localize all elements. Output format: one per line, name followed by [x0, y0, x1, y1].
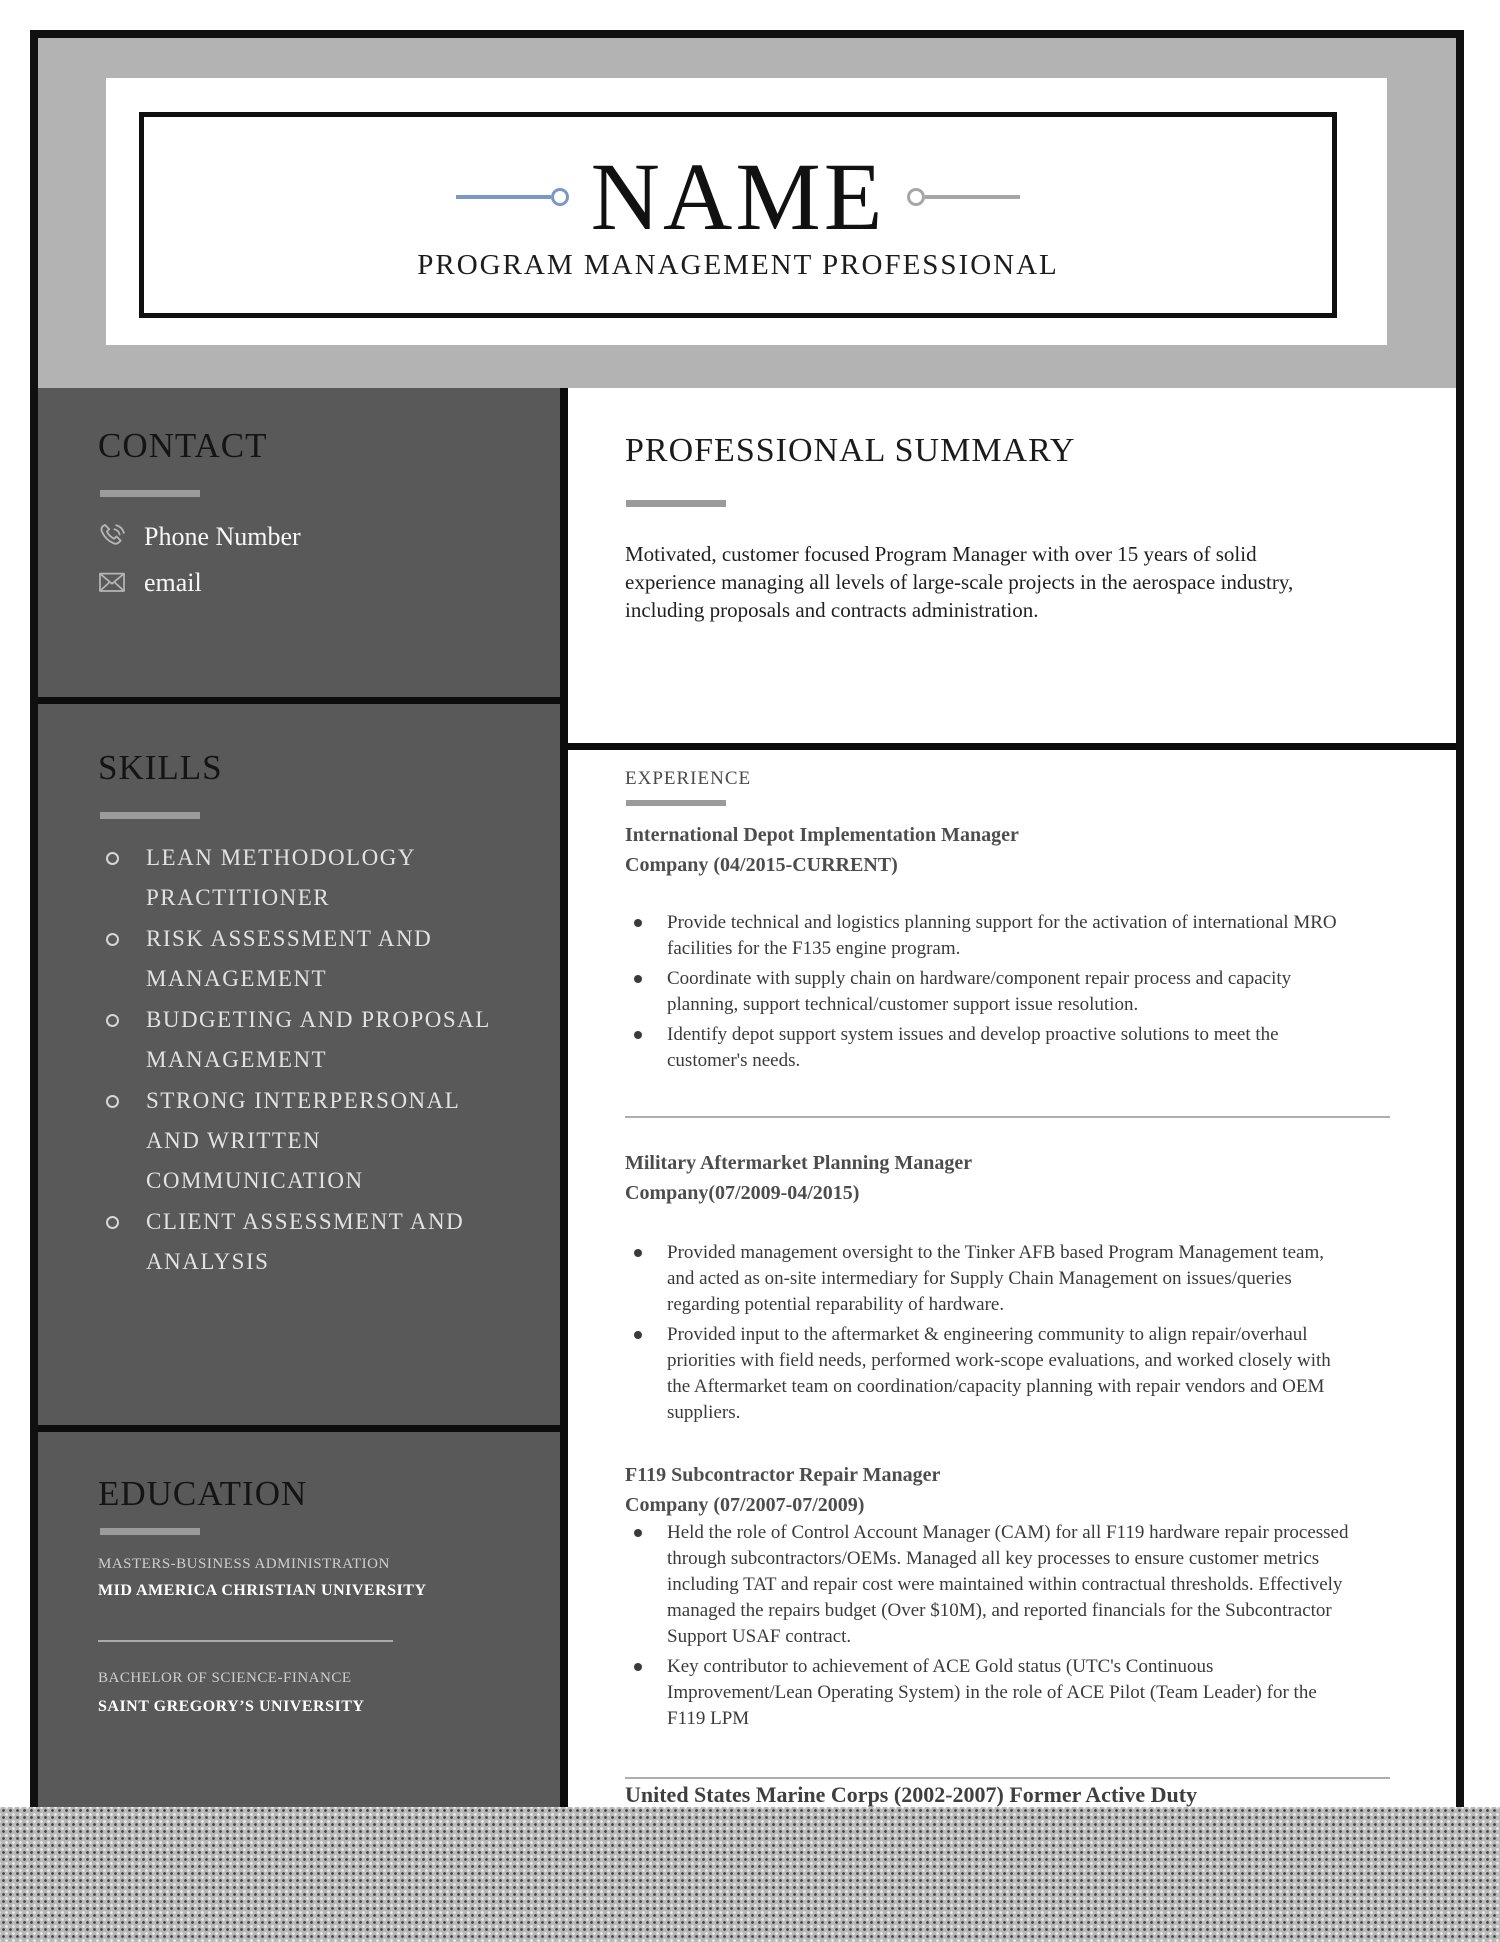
sidebar-divider-2 [38, 1425, 560, 1432]
footer-pattern-band [0, 1807, 1500, 1942]
skill-item: BUDGETING AND PROPOSAL MANAGEMENT [102, 1000, 491, 1080]
header-white-box [106, 78, 1387, 345]
job-title-block [625, 1148, 972, 1208]
skill-item: STRONG INTERPERSONAL AND WRITTEN COMMUNICATION [102, 1081, 491, 1201]
sidebar [38, 388, 560, 1807]
page-border-frame [30, 30, 1464, 1807]
flourish-line-right [925, 195, 1020, 199]
job-bullet: Identify depot support system issues and develop proactive solutions to meet the customer's needs. [625, 1022, 1350, 1074]
person-name: NAME [590, 142, 886, 250]
job-bullet: Provided input to the aftermarket & engineering community to align repair/overhaul priorities with field needs, performed work-scope evaluations, and worked closely with the Aftermarket team on coordination/capacity planning with repair vendors and OEM suppliers. [625, 1322, 1350, 1426]
job-divider [625, 1116, 1390, 1118]
job-title: Military Aftermarket Planning Manager [625, 1152, 973, 1174]
summary-text: Motivated, customer focused Program Manager with over 15 years of solid experience managing all levels of large-scale projects in the aerospace industry, including proposals and contracts administration. [625, 542, 1294, 622]
contact-heading: CONTACT [98, 426, 268, 465]
job-bullet: Coordinate with supply chain on hardware/component repair process and capacity planning, support technical/customer support issue resolution. [625, 966, 1350, 1018]
summary-heading: PROFESSIONAL SUMMARY [625, 432, 1076, 469]
job-title: International Depot Implementation Manager [625, 824, 1019, 846]
skill-item: RISK ASSESSMENT AND MANAGEMENT [102, 919, 491, 999]
name-flourish-right [907, 188, 1020, 206]
person-title: PROGRAM MANAGEMENT PROFESSIONAL [417, 248, 1059, 281]
skill-item: CLIENT ASSESSMENT AND ANALYSIS [102, 1202, 491, 1282]
email-icon [96, 566, 130, 600]
job-bullet: Key contributor to achievement of ACE Gold status (UTC's Continuous Improvement/Lean Operating System) in the role of ACE Pilot (Team Leader) for the F119 LPM [625, 1654, 1350, 1732]
education-heading-rule [100, 1528, 200, 1535]
name-box [139, 112, 1337, 318]
main-column [568, 388, 1456, 1807]
job-company: Company (04/2015-CURRENT) [625, 854, 898, 876]
job-company: Company(07/2009-04/2015) [625, 1182, 860, 1204]
name-row [456, 142, 1021, 250]
job-company: Company (07/2007-07/2009) [625, 1494, 865, 1516]
header-band [38, 38, 1456, 388]
phone-icon [96, 520, 130, 554]
education-school: MID AMERICA CHRISTIAN UNIVERSITY [98, 1582, 427, 1599]
job-title: F119 Subcontractor Repair Manager [625, 1464, 941, 1486]
education-degree: BACHELOR OF SCIENCE-FINANCE [98, 1670, 352, 1686]
job-bullet-list [625, 1240, 1350, 1430]
sidebar-divider-1 [38, 697, 560, 704]
skills-heading: SKILLS [98, 748, 223, 787]
job-bullet-list [625, 910, 1350, 1078]
flourish-line-left [456, 195, 551, 199]
skill-item: LEAN METHODOLOGY PRACTITIONER [102, 838, 491, 918]
job-title-block [625, 1460, 940, 1520]
contact-row-email [96, 560, 301, 606]
job-bullet-list [625, 1520, 1350, 1736]
phone-label: Phone Number [144, 522, 301, 551]
name-flourish-left [456, 188, 569, 206]
flourish-circle-right [907, 188, 925, 206]
flourish-circle-left [551, 188, 569, 206]
education-heading: EDUCATION [98, 1474, 308, 1513]
job-bullet: Provided management oversight to the Tinker AFB based Program Management team, and acted as on-site intermediary for Supply Chain Management on issues/queries regarding potential reparability of hardware. [625, 1240, 1350, 1318]
job-divider [625, 1777, 1390, 1779]
job-title-block [625, 820, 1019, 880]
skills-list [102, 838, 490, 1283]
main-divider [568, 743, 1456, 750]
education-school: SAINT GREGORY’S UNIVERSITY [98, 1698, 365, 1715]
email-label: email [144, 568, 202, 597]
job-bullet: Provide technical and logistics planning support for the activation of international MRO facilities for the F135 engine program. [625, 910, 1350, 962]
contact-heading-rule [100, 490, 200, 497]
column-separator [560, 388, 568, 1807]
experience-heading-rule [626, 800, 726, 806]
contact-row-phone [96, 514, 301, 560]
skills-heading-rule [100, 812, 200, 819]
clipped-experience-entry: United States Marine Corps (2002-2007) Former Active Duty [625, 1782, 1198, 1807]
contact-list [96, 514, 301, 606]
job-bullet: Held the role of Control Account Manager (CAM) for all F119 hardware repair processed through subcontractors/OEMs. Managed all key processes to ensure customer metrics including TAT and repair cost were maintained within contractual thresholds. Effectively managed the repairs budget (Over $10M), and reported financials for the Subcontractor Support USAF contract. [625, 1520, 1350, 1650]
summary-heading-rule [626, 500, 726, 507]
experience-heading: EXPERIENCE [625, 768, 752, 789]
education-divider [98, 1640, 393, 1642]
education-degree: MASTERS-BUSINESS ADMINISTRATION [98, 1556, 390, 1572]
